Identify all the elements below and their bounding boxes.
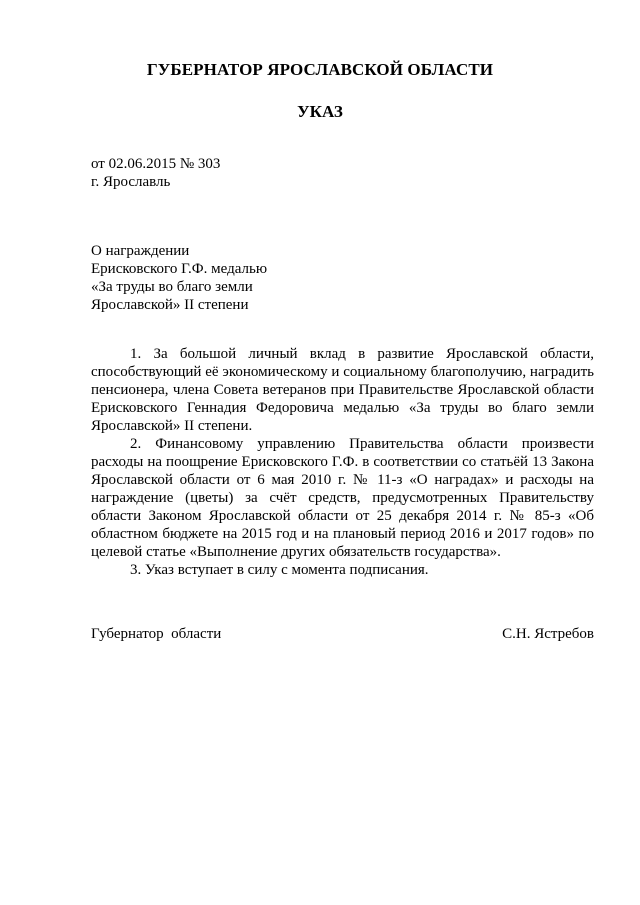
- date-number-line: от 02.06.2015 № 303: [91, 156, 221, 172]
- signatory-position: Губернатор области: [91, 626, 222, 642]
- subject-line: «За труды во благо земли: [91, 279, 253, 295]
- subject-line: О награждении: [91, 243, 190, 259]
- document-subject: [91, 242, 267, 314]
- document-type-title: УКАЗ: [297, 102, 343, 121]
- city-line: г. Ярославль: [91, 174, 171, 190]
- signature-block: [91, 625, 594, 643]
- body-paragraph-1: 1. За большой личный вклад в развитие Ярославской области, способствующий её экономическому и социальному благополучию, наградить пенсионера, члена Совета ветеранов при Правительстве Ярославской области Ерисковского Геннадия Федоровича медалью «За труды во благо земли Ярославской» II степени.: [91, 346, 594, 434]
- issuing-authority-title: ГУБЕРНАТОР ЯРОСЛАВСКОЙ ОБЛАСТИ: [146, 60, 494, 79]
- body-paragraph-2: 2. Финансовому управлению Правительства области произвести расходы на поощрение Ерисковского Г.Ф. в соответствии со статьёй 13 Закона Ярославской области от 6 мая 2010 г. № 11-з «О наградах» и расходы на награждение (цветы) за счёт средств, предусмотренных Правительству области Законом Ярославской области от 25 декабря 2014 г. № 85-з «Об областном бюджете на 2015 год и на плановый период 2016 и 2017 годов» по целевой статье «Выполнение других обязательств государства».: [91, 436, 594, 560]
- document-body: [91, 345, 594, 579]
- document-meta: [91, 155, 220, 191]
- subject-line: Ярославской» II степени: [91, 297, 249, 313]
- body-paragraph-3: 3. Указ вступает в силу с момента подписания.: [130, 562, 429, 578]
- signatory-name: С.Н. Ястребов: [502, 626, 594, 642]
- subject-line: Ерисковского Г.Ф. медалью: [91, 261, 268, 277]
